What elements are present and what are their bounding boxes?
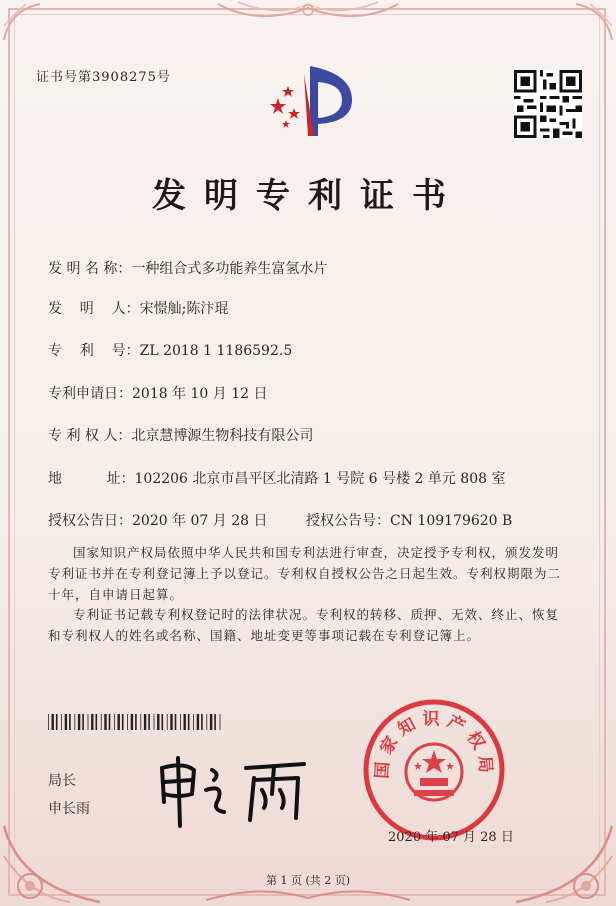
patent-number-value: ZL 2018 1 1186592.5	[139, 343, 293, 359]
qr-code-icon	[514, 70, 582, 138]
patent-number-label: 专 利 号：	[48, 343, 140, 359]
grant-date-label: 授权公告日：	[48, 513, 132, 529]
grant-date-value: 2020 年 07 月 28 日	[132, 513, 268, 529]
inventors-field	[48, 298, 228, 318]
patent-office-logo	[258, 60, 362, 140]
grant-number-field	[306, 510, 512, 530]
application-date-value: 2018 年 10 月 12 日	[132, 386, 268, 402]
corner-ornament-bottom-left	[0, 816, 110, 906]
seal-text: 国家知识产权局	[372, 709, 496, 780]
official-seal-icon	[362, 698, 506, 842]
address-field	[48, 468, 505, 488]
address-value: 102206 北京市昌平区北清路 1 号院 6 号楼 2 单元 808 室	[134, 471, 506, 487]
page-indicator: 第 1 页 (共 2 页)	[265, 874, 351, 887]
signatory-name: 申长雨	[48, 801, 90, 817]
address-label: 地 址：	[48, 471, 135, 487]
grant-number-label: 授权公告号：	[306, 513, 390, 529]
grant-statement-paragraph: 国家知识产权局依照中华人民共和国专利法进行审查，决定授予专利权，颁发发明专利证书并在专利登记簿上予以登记。专利权自授权公告之日起生效。专利权期限为二十年，自申请日起算。	[48, 545, 562, 602]
inventors-value: 宋憬舢;陈汴琨	[139, 301, 229, 317]
application-date-label: 专利申请日：	[48, 386, 132, 402]
grant-date-field	[48, 510, 268, 530]
seal-date: 2020 年 07 月 28 日	[388, 830, 514, 845]
patentee-label: 专 利 权 人：	[48, 428, 132, 444]
certificate-number: 证书号第3908275号	[36, 70, 171, 85]
inventors-label: 发 明 人：	[48, 301, 140, 317]
barcode	[48, 714, 222, 730]
legal-status-paragraph: 专利证书记载专利权登记时的法律状况。专利权的转移、质押、无效、终止、恢复和专利权人的姓名或名称、国籍、地址变更等事项记载在专利登记簿上。	[48, 607, 560, 643]
patentee-field	[48, 425, 313, 445]
invention-name-field	[48, 258, 327, 278]
handwritten-signature	[154, 750, 314, 830]
invention-name-label: 发 明 名 称：	[48, 261, 132, 277]
corner-ornament-top-right	[556, 0, 616, 60]
signatory-role: 局长	[48, 773, 76, 789]
certificate-title: 发明专利证书	[152, 176, 464, 216]
top-ornament	[208, 0, 408, 26]
corner-ornament-top-left	[0, 0, 60, 60]
grant-number-value: CN 109179620 B	[390, 513, 513, 529]
invention-name-value: 一种组合式多功能养生富氢水片	[131, 261, 328, 277]
patent-number-field	[48, 340, 292, 360]
patentee-value: 北京慧博源生物科技有限公司	[131, 428, 314, 444]
application-date-field	[48, 383, 268, 403]
corner-ornament-bottom-right	[506, 816, 616, 906]
